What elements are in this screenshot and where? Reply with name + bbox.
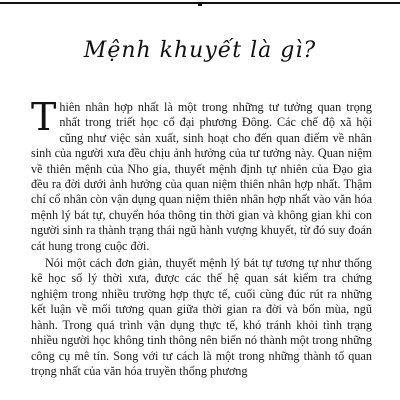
paragraph-1-text: hiên nhân hợp nhất là một trong những tư tưởng quan trọng nhất trong triết học cổ đại phương Đông. Các chế độ xã hội cũng như việc sản xuất, sinh hoạt cho đến quan điểm về nhân sinh của người xưa đều chịu ảnh hưởng của tư tưởng này. Quan niệm về thiên mệnh của Nho gia, thuyết mệnh định tự nhiên của Đạo gia đều ra đời dưới ảnh hưởng của quan niệm thiên nhân hợp nhất. Thậm chí cổ nhân còn vận dụng quan niệm thiên nhân hợp nhất vào văn hóa mệnh lý bát tự, chuyển hóa thông tin thời gian và không gian khi con người sinh ra thành trạng thái ngũ hành vượng khuyết, từ đó suy đoán cát hung trong cuộc đời. xyxy=(31,100,372,253)
top-rule-mark xyxy=(198,4,202,6)
drop-cap: T xyxy=(31,95,57,139)
paragraph-2 xyxy=(31,256,372,379)
body-text xyxy=(31,95,372,381)
chapter-heading: Mệnh khuyết là gì? xyxy=(83,38,317,63)
paragraph-2-text: Nói một cách đơn giản, thuyết mệnh lý bát tự tương tự như thống kê học số lý thời xưa, được các thế hệ quan sát kiểm tra chứng nghiệm trong nhiều trường hợp thực tế, cuối cùng đúc rút ra những kết luận về mối tương quan giữa thời gian ra đời và bốn mùa, ngũ hành. Trong quá trình vận dụng thực tế, khó tránh khỏi tình trạng nhiều người học không tinh thông nên biến nó thành một trong những công cụ mê tín. Song với tư cách là một trong những thành tố quan trọng nhất của văn hóa truyền thống phương xyxy=(31,256,372,378)
paragraph-1 xyxy=(31,95,372,254)
